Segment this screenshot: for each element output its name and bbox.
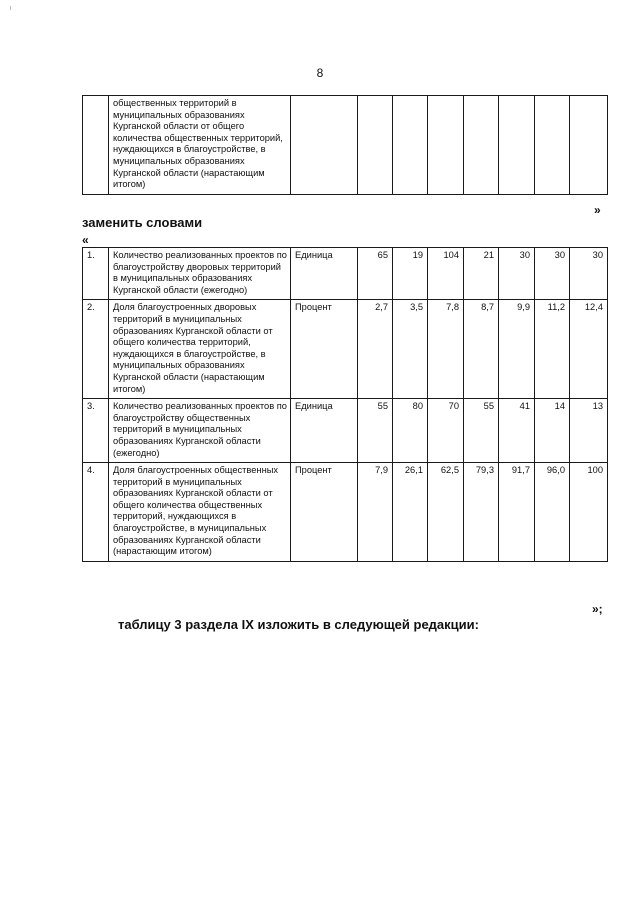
value-cell: 21 [464,248,499,300]
value-cell: 104 [428,248,464,300]
value-cell: 65 [358,248,393,300]
table-row [83,96,608,195]
amendment-paragraph: таблицу 3 раздела IX изложить в следующей редакции: [118,617,479,632]
row-number-cell: 4. [83,463,109,562]
value-cell: 12,4 [570,300,608,399]
value-cell: 19 [393,248,428,300]
value-cell: 62,5 [428,463,464,562]
value-cell: 11,2 [535,300,570,399]
value-cell: 30 [570,248,608,300]
table-row [83,463,608,562]
value-cell: 100 [570,463,608,562]
scan-mark [10,6,11,10]
old-table [82,95,608,195]
value-cell [535,96,570,195]
value-cell: 8,7 [464,300,499,399]
value-cell: 30 [499,248,535,300]
value-cell: 55 [464,399,499,463]
row-number-cell: 1. [83,248,109,300]
indicator-name-cell: Доля благоустроенных дворовых территорий в муниципальных образованиях Курганской области от общего количества территорий, нуждающихся в благоустройстве, в муниципальных образованиях Курганской области (нарастающим итогом) [109,300,291,399]
value-cell: 14 [535,399,570,463]
page-number: 8 [316,66,324,80]
value-cell: 7,9 [358,463,393,562]
row-number-cell: 3. [83,399,109,463]
opening-quote: « [82,233,89,247]
value-cell [464,96,499,195]
value-cell: 30 [535,248,570,300]
value-cell: 3,5 [393,300,428,399]
table-row [83,300,608,399]
unit-cell: Процент [291,463,358,562]
value-cell [499,96,535,195]
value-cell [570,96,608,195]
value-cell: 7,8 [428,300,464,399]
value-cell: 9,9 [499,300,535,399]
table-row [83,248,608,300]
value-cell: 26,1 [393,463,428,562]
closing-quote: » [594,203,601,217]
indicator-name-cell: Доля благоустроенных общественных территорий в муниципальных образованиях Курганской области от общего количества общественных территорий, нуждающихся в благоустройстве, в муниципальных образованиях Курганской области (нарастающим итогом) [109,463,291,562]
indicator-name-cell: общественных территорий в муниципальных образованиях Курганской области от общего количества общественных территорий, нуждающихся в благоустройстве, в муниципальных образованиях Курганской области (нарастающим итогом) [109,96,291,195]
row-number-cell [83,96,109,195]
value-cell: 41 [499,399,535,463]
value-cell [428,96,464,195]
value-cell [358,96,393,195]
old-table-body [83,96,608,195]
unit-cell: Единица [291,248,358,300]
value-cell [393,96,428,195]
value-cell: 70 [428,399,464,463]
table-row [83,399,608,463]
value-cell: 79,3 [464,463,499,562]
new-table-body [83,248,608,562]
new-table [82,247,608,562]
indicator-name-cell: Количество реализованных проектов по благоустройству общественных территорий в муниципальных образованиях Курганской области (ежегодно) [109,399,291,463]
value-cell: 80 [393,399,428,463]
value-cell: 91,7 [499,463,535,562]
unit-cell [291,96,358,195]
row-number-cell: 2. [83,300,109,399]
end-quote: »; [592,602,603,616]
value-cell: 96,0 [535,463,570,562]
value-cell: 55 [358,399,393,463]
unit-cell: Процент [291,300,358,399]
replace-text: заменить словами [82,215,203,230]
value-cell: 13 [570,399,608,463]
value-cell: 2,7 [358,300,393,399]
unit-cell: Единица [291,399,358,463]
indicator-name-cell: Количество реализованных проектов по благоустройству дворовых территорий в муниципальных образованиях Курганской области (ежегодно) [109,248,291,300]
